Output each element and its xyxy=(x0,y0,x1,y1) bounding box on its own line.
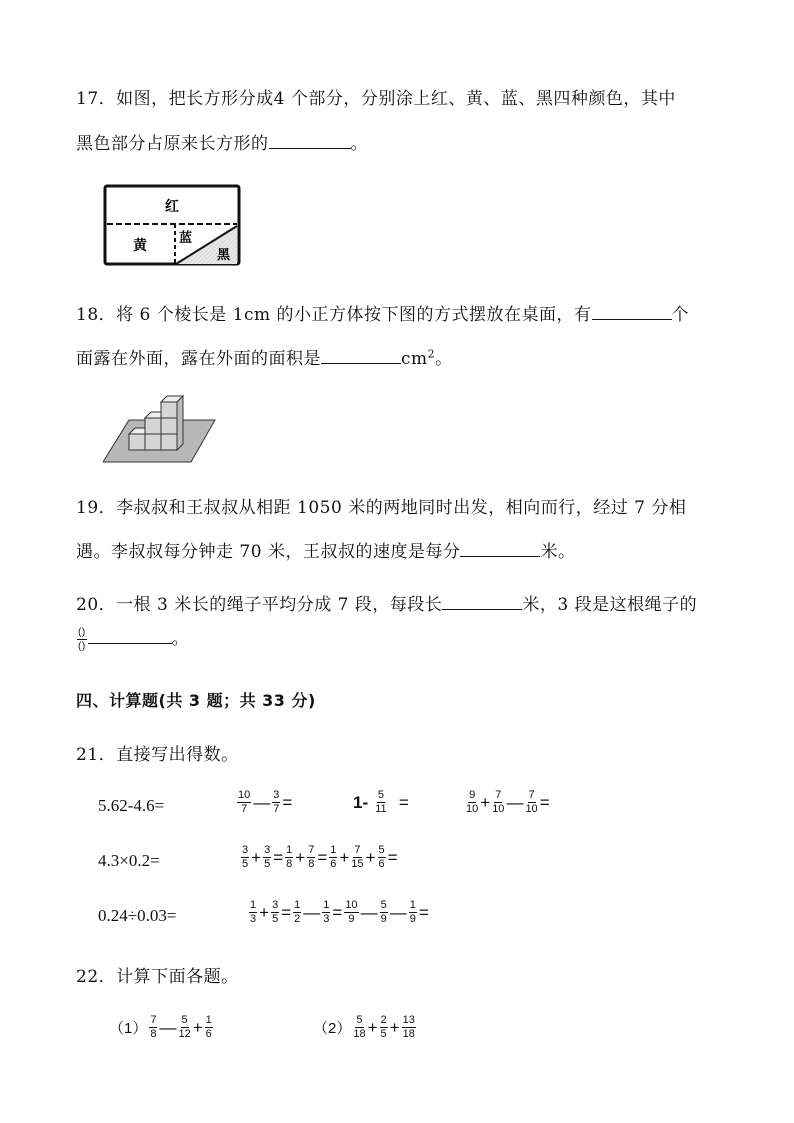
q19-line1: 19．李叔叔和王叔叔从相距 1050 米的两地同时出发，相向而行，经过 7 分相 xyxy=(76,498,687,518)
section4-title: 四、计算题(共 3 题；共 33 分) xyxy=(76,691,316,710)
cubes-figure xyxy=(103,394,219,466)
q20-fraction-blank[interactable] xyxy=(88,627,172,644)
q17-line2: 黑色部分占原来长方形的 。 xyxy=(76,134,368,154)
q20-fraction: $\frac{()}{()}$ xyxy=(78,627,86,652)
q18-faces-blank[interactable] xyxy=(592,303,672,320)
q17-line1: 17．如图，把长方形分成4 个部分，分别涂上红、黄、蓝、黑四种颜色，其中 xyxy=(76,89,676,109)
q21-r3c2: $\frac{1}{3}$ + $\frac{3}{5}$ = $\frac{1}{2}$ — $\frac{1}{3}$ = $\frac{10}{9}$ — $\frac{5}{9}$ — $\frac{1}{9}$ = xyxy=(250,899,429,925)
q21-r2c1: 4.3×0.2= xyxy=(98,851,160,870)
label-black: 黑 xyxy=(217,248,231,263)
q22-problem-1: （1） $\frac{7}{8}$ — $\frac{5}{12}$ + $\frac{1}{6}$ xyxy=(109,1014,212,1040)
q17-answer-blank[interactable] xyxy=(269,132,351,149)
q21-r1c2: $\frac{10}{7}$ — $\frac{3}{7}$ = xyxy=(238,789,293,815)
label-yellow: 黄 xyxy=(133,238,147,254)
q19-speed-blank[interactable] xyxy=(460,540,540,557)
rectangle-figure xyxy=(103,184,243,268)
q21-r2c2: $\frac{3}{5}$ + $\frac{3}{5}$ = $\frac{1}{8}$ + $\frac{7}{8}$ = $\frac{1}{6}$ + $\frac{7}{15}$ + $\frac{5}{6}$ = xyxy=(242,844,398,870)
q19-line2: 遇。李叔叔每分钟走 70 米，王叔叔的速度是每分 米。 xyxy=(76,542,576,562)
label-red: 红 xyxy=(165,199,179,215)
q21-title: 21．直接写出得数。 xyxy=(76,745,239,765)
q21-r1c4: $\frac{9}{10}$ + $\frac{7}{10}$ — $\frac{7}{10}$ = xyxy=(466,789,550,815)
q18-area-blank[interactable] xyxy=(321,347,401,364)
q21-r1c3: 1- $\frac{5}{11}$ = xyxy=(353,789,409,815)
q21-r1c1: 5.62-4.6= xyxy=(98,796,165,815)
label-blue: 蓝 xyxy=(179,231,193,246)
q22-title: 22．计算下面各题。 xyxy=(76,967,239,987)
q20-line1: 20．一根 3 米长的绳子平均分成 7 段，每段长 米，3 段是这根绳子的 xyxy=(76,595,698,615)
q22-problem-2: （2） $\frac{5}{18}$ + $\frac{2}{5}$ + $\frac{13}{18}$ xyxy=(313,1014,415,1040)
q21-r3c1: 0.24÷0.03= xyxy=(98,906,177,925)
q20-length-blank[interactable] xyxy=(442,593,522,610)
q20-line2: $\frac{()}{()}$ 。 xyxy=(78,627,190,652)
q18-line1: 18．将 6 个棱长是 1cm 的小正方体按下图的方式摆放在桌面，有 个 xyxy=(76,305,690,325)
q18-line2: 面露在外面，露在外面的面积是 $cm^2$。 xyxy=(76,347,453,369)
